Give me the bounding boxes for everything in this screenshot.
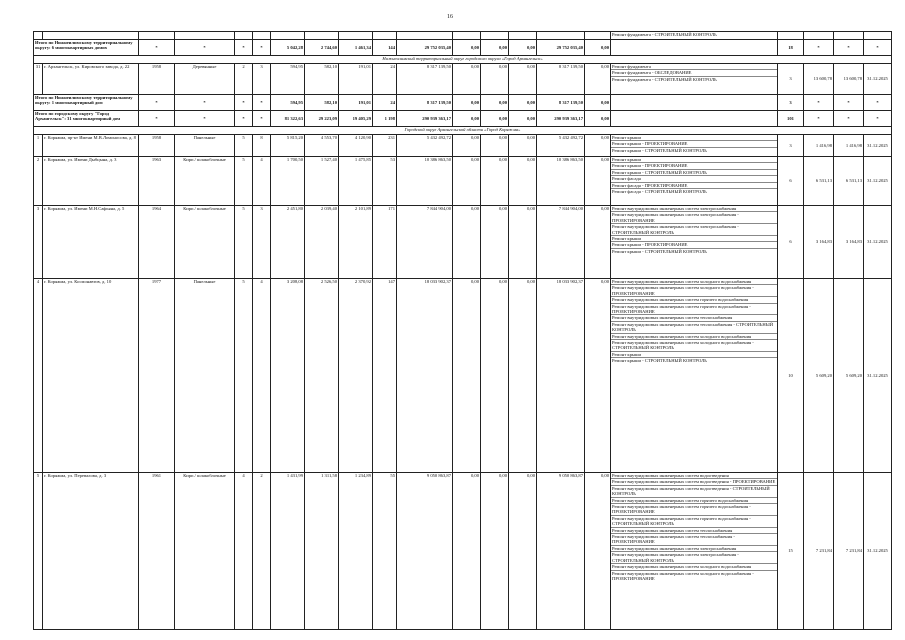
c3-cell: 0,00 — [509, 135, 537, 157]
area_other-cell: 4 120,90 — [339, 135, 373, 157]
work-item: Ремонт внутридомовых инженерных систем электроснабжения — [611, 206, 777, 212]
work-item: Ремонт внутридомовых инженерных систем горячего водоснабжения - ПРОЕКТИРОВАНИЕ — [611, 504, 777, 516]
area_total-cell: 2 451,80 — [271, 206, 305, 279]
work-item: Ремонт внутридомовых инженерных систем теплоснабжения — [611, 528, 777, 534]
work-item: Ремонт внутридомовых инженерных систем горячего водоснабжения — [611, 297, 777, 303]
total-c1: 0,00 — [453, 95, 481, 111]
total-c4: 0,00 — [585, 95, 611, 111]
row-number: 2 — [34, 157, 43, 206]
cost_total-cell: 7 844 904,00 — [397, 206, 453, 279]
star-cell: * — [864, 40, 892, 56]
works-list — [611, 206, 777, 254]
qty-cell: 6 — [778, 206, 804, 279]
unit-limit-cell: 1 416,98 — [834, 135, 864, 157]
area_living-cell: 1 527,40 — [305, 157, 339, 206]
c1-cell: 0,00 — [453, 279, 481, 473]
year-cell: 1963 — [139, 157, 175, 206]
material-cell: Панельные — [175, 279, 235, 473]
cost_owners-cell: 9 050 863,87 — [537, 473, 585, 630]
area_total-cell: 594,95 — [271, 64, 305, 95]
works-list — [611, 64, 777, 82]
year-cell: 1958 — [139, 135, 175, 157]
residents-cell: 171 — [373, 206, 397, 279]
deadline-cell: 31.12.2025 — [864, 157, 892, 206]
star-cell: * — [864, 111, 892, 127]
star-cell: * — [235, 95, 253, 111]
c2-cell: 0,00 — [481, 157, 509, 206]
work-item: Ремонт внутридомовых инженерных систем теплоснабжения - ПРОЕКТИРОВАНИЕ — [611, 534, 777, 546]
c1-cell: 0,00 — [453, 135, 481, 157]
table-cell — [305, 32, 339, 40]
total-c3: 0,00 — [509, 95, 537, 111]
work-item: Ремонт крыши — [611, 157, 777, 163]
table-cell — [453, 32, 481, 40]
qty-cell: 15 — [778, 473, 804, 630]
total-area_living: 2 744,60 — [305, 40, 339, 56]
qty-cell: 3 — [778, 135, 804, 157]
unit-cost-cell: 6 531,13 — [804, 157, 834, 206]
works-list — [611, 157, 777, 194]
total-residents: 24 — [373, 95, 397, 111]
material-cell: Кирп./ шлакоблочные — [175, 473, 235, 630]
table-row — [34, 473, 892, 630]
row-number: 3 — [34, 206, 43, 279]
entrances-cell: 4 — [253, 279, 271, 473]
work-item: Ремонт крыши — [611, 236, 777, 242]
table-cell — [834, 32, 864, 40]
deadline-cell: 31.12.2025 — [864, 64, 892, 95]
work-item: Ремонт фасада — [611, 176, 777, 182]
work-item: Ремонт фундамента - ОБСЛЕДОВАНИЕ — [611, 70, 777, 76]
table-cell — [864, 32, 892, 40]
works-list — [611, 473, 777, 581]
c2-cell: 0,00 — [481, 473, 509, 630]
material-cell: Кирп./ шлакоблочные — [175, 206, 235, 279]
table-row — [34, 157, 892, 206]
works-cell — [611, 473, 778, 630]
total-cost_total: 29 752 035,40 — [397, 40, 453, 56]
unit-limit-cell: 5 609,20 — [834, 279, 864, 473]
row-number: 5 — [34, 473, 43, 630]
total-c2: 0,00 — [481, 95, 509, 111]
total-residents: 1 198 — [373, 111, 397, 127]
area_living-cell: 582,10 — [305, 64, 339, 95]
work-item: Ремонт фундамента - СТРОИТЕЛЬНЫЙ КОНТРОЛЬ — [612, 76, 717, 82]
star-cell: * — [834, 40, 864, 56]
area_other-cell: 2 101,89 — [339, 206, 373, 279]
cost_total-cell: 18 033 902,37 — [397, 279, 453, 473]
total-cost_total: 290 939 363,17 — [397, 111, 453, 127]
c4-cell: 0,00 — [585, 64, 611, 95]
year-cell: 1977 — [139, 279, 175, 473]
table-cell — [481, 32, 509, 40]
cost_owners-cell: 7 844 904,00 — [537, 206, 585, 279]
cost_total-cell: 8 317 139,50 — [397, 64, 453, 95]
page-number: 16 — [447, 14, 453, 20]
table-cell — [611, 111, 778, 127]
unit-cost-cell: 5 609,20 — [804, 279, 834, 473]
table-cell — [397, 32, 453, 40]
work-item: Ремонт крыши - СТРОИТЕЛЬНЫЙ КОНТРОЛЬ — [611, 170, 777, 176]
star-cell: * — [139, 111, 175, 127]
star-cell: * — [834, 111, 864, 127]
total-cost_owners: 290 939 363,17 — [537, 111, 585, 127]
table-cell — [804, 32, 834, 40]
total-c3: 0,00 — [509, 111, 537, 127]
work-item: Ремонт крыши - ПРОЕКТИРОВАНИЕ — [611, 163, 777, 169]
area_living-cell: 1 311,58 — [305, 473, 339, 630]
cost_owners-cell: 18 033 902,37 — [537, 279, 585, 473]
total-c4: 0,00 — [585, 111, 611, 127]
star-cell: * — [834, 95, 864, 111]
c1-cell: 0,00 — [453, 473, 481, 630]
address-cell: г. Коряжма, ул. Имени Дыбцына, д. 3 — [43, 157, 139, 206]
works-cell — [611, 157, 778, 206]
cost_total-cell: 10 386 863,50 — [397, 157, 453, 206]
section-title: Нижнеилимский территориальный округ городского округа «Город Архангельск» — [34, 56, 892, 64]
entrances-cell: 3 — [253, 206, 271, 279]
table-cell — [253, 32, 271, 40]
c2-cell: 0,00 — [481, 279, 509, 473]
deadline-cell: 31.12.2025 — [864, 473, 892, 630]
material-cell: Деревянные — [175, 64, 235, 95]
floors-cell: 2 — [235, 64, 253, 95]
total-cost_owners: 29 752 035,40 — [537, 40, 585, 56]
material-cell: Панельные — [175, 135, 235, 157]
work-item: Ремонт внутридомовых инженерных систем горячего водоснабжения — [611, 498, 777, 504]
address-cell: г. Коряжма, ул. Космонавтов, д. 10 — [43, 279, 139, 473]
unit-cost-cell: 13 600,78 — [804, 64, 834, 95]
residents-cell: 231 — [373, 135, 397, 157]
area_living-cell: 2 039,40 — [305, 206, 339, 279]
table-cell — [43, 32, 139, 40]
star-cell: * — [235, 40, 253, 56]
c3-cell: 0,00 — [509, 206, 537, 279]
works-cell — [611, 206, 778, 279]
star-cell: * — [253, 40, 271, 56]
works-list — [611, 135, 777, 153]
section-header-row — [34, 56, 892, 64]
table-cell — [537, 32, 585, 40]
unit-limit-cell: 6 531,13 — [834, 157, 864, 206]
c1-cell: 0,00 — [453, 206, 481, 279]
works-list — [611, 279, 777, 364]
entrances-cell: 2 — [253, 473, 271, 630]
works-cell — [611, 279, 778, 473]
work-item: Ремонт внутридомовых инженерных систем электроснабжения - СТРОИТЕЛЬНЫЙ КОНТРОЛЬ — [611, 552, 777, 564]
work-item: Ремонт фундамента — [611, 64, 777, 70]
total-c1: 0,00 — [453, 40, 481, 56]
residents-cell: 24 — [373, 64, 397, 95]
row-number: 31 — [34, 64, 43, 95]
total-label: Итого по Нижнеилимскому территориальному округу: 1 многоквартирный дом — [34, 95, 139, 111]
row-number: 1 — [34, 135, 43, 157]
unit-limit-cell: 7 231,84 — [834, 473, 864, 630]
star-cell: * — [804, 40, 834, 56]
address-cell: г. Архангельск, ул. Кировского завода, д. 22 — [43, 64, 139, 95]
capital-repair-table — [33, 31, 892, 630]
c2-cell: 0,00 — [481, 135, 509, 157]
total-qty: 3 — [778, 95, 804, 111]
work-cell: Ремонт фундамента - СТРОИТЕЛЬНЫЙ КОНТРОЛЬ — [611, 32, 778, 40]
floors-cell: 5 — [235, 279, 253, 473]
residents-cell: 53 — [373, 157, 397, 206]
work-item: Ремонт внутридомовых инженерных систем теплоснабжения - СТРОИТЕЛЬНЫЙ КОНТРОЛЬ — [611, 322, 777, 334]
area_total-cell: 5 815,20 — [271, 135, 305, 157]
total-residents: 144 — [373, 40, 397, 56]
c4-cell: 0,00 — [585, 473, 611, 630]
total-qty: 101 — [778, 111, 804, 127]
area_living-cell: 2 526,50 — [305, 279, 339, 473]
cost_total-cell: 5 432 492,72 — [397, 135, 453, 157]
total-area_total: 81 322,63 — [271, 111, 305, 127]
total-area_other: 1 461,34 — [339, 40, 373, 56]
work-item: Ремонт внутридомовых инженерных систем водоотведения - СТРОИТЕЛЬНЫЙ КОНТРОЛЬ — [611, 486, 777, 498]
area_total-cell: 1 431,99 — [271, 473, 305, 630]
material-cell: Кирп./ шлакоблочные — [175, 157, 235, 206]
table-cell — [235, 32, 253, 40]
deadline-cell: 31.12.2025 — [864, 206, 892, 279]
total-row — [34, 111, 892, 127]
star-cell: * — [235, 111, 253, 127]
work-item: Ремонт крыши - СТРОИТЕЛЬНЫЙ КОНТРОЛЬ — [612, 147, 707, 153]
c2-cell: 0,00 — [481, 64, 509, 95]
area_other-cell: 191,01 — [339, 64, 373, 95]
area_other-cell: 1 475,85 — [339, 157, 373, 206]
qty-cell: 6 — [778, 157, 804, 206]
work-item: Ремонт крыши - ПРОЕКТИРОВАНИЕ — [611, 141, 777, 147]
unit-limit-cell: 13 600,78 — [834, 64, 864, 95]
total-row — [34, 95, 892, 111]
table-row — [34, 135, 892, 157]
table-cell — [778, 32, 804, 40]
area_living-cell: 4 553,70 — [305, 135, 339, 157]
work-item: Ремонт фасада - ПРОЕКТИРОВАНИЕ — [611, 183, 777, 189]
work-item: Ремонт внутридомовых инженерных систем электроснабжения - СТРОИТЕЛЬНЫЙ КОНТРОЛЬ — [611, 224, 777, 236]
total-cost_total: 8 317 139,50 — [397, 95, 453, 111]
total-area_other: 19 405,29 — [339, 111, 373, 127]
qty-cell: 3 — [778, 64, 804, 95]
table-cell — [585, 32, 611, 40]
work-item: Ремонт фасада - СТРОИТЕЛЬНЫЙ КОНТРОЛЬ — [612, 189, 707, 195]
work-item: Ремонт крыши - СТРОИТЕЛЬНЫЙ КОНТРОЛЬ — [612, 358, 707, 364]
unit-limit-cell: 3 164,83 — [834, 206, 864, 279]
work-item: Ремонт внутридомовых инженерных систем водоотведения - ПРОЕКТИРОВАНИЕ — [612, 479, 776, 485]
work-item: Ремонт крыши — [611, 352, 777, 358]
cost_owners-cell: 10 386 863,50 — [537, 157, 585, 206]
work-item: Ремонт крыши - ПРОЕКТИРОВАНИЕ — [611, 242, 777, 248]
total-row — [34, 40, 892, 56]
work-item: Ремонт внутридомовых инженерных систем холодного водоснабжения - ПРОЕКТИРОВАНИЕ — [612, 570, 754, 581]
total-area_living: 582,10 — [305, 95, 339, 111]
star-cell: * — [804, 95, 834, 111]
address-cell: г. Коряжма, ул. Имени М.Н.Сафьяна, д. 5 — [43, 206, 139, 279]
c3-cell: 0,00 — [509, 157, 537, 206]
total-c2: 0,00 — [481, 111, 509, 127]
table-cell — [271, 32, 305, 40]
star-cell: * — [804, 111, 834, 127]
residents-cell: 147 — [373, 279, 397, 473]
work-item: Ремонт внутридомовых инженерных систем электроснабжения - ПРОЕКТИРОВАНИЕ — [611, 212, 777, 224]
work-item: Ремонт внутридомовых инженерных систем холодного водоснабжения - ПРОЕКТИРОВАНИЕ — [611, 285, 777, 297]
star-cell: * — [175, 40, 235, 56]
table-cell — [611, 95, 778, 111]
floors-cell: 5 — [235, 206, 253, 279]
c4-cell: 0,00 — [585, 157, 611, 206]
star-cell: * — [175, 95, 235, 111]
total-area_living: 29 223,09 — [305, 111, 339, 127]
total-c1: 0,00 — [453, 111, 481, 127]
work-item: Ремонт внутридомовых инженерных систем горячего водоснабжения - ПРОЕКТИРОВАНИЕ — [611, 304, 777, 316]
area_total-cell: 1 700,50 — [271, 157, 305, 206]
works-cell — [611, 135, 778, 157]
entrances-cell: 4 — [253, 157, 271, 206]
c3-cell: 0,00 — [509, 473, 537, 630]
cost_owners-cell: 8 317 139,50 — [537, 64, 585, 95]
table-row — [34, 206, 892, 279]
work-item: Ремонт внутридомовых инженерных систем теплоснабжения — [611, 315, 777, 321]
year-cell: 1958 — [139, 64, 175, 95]
total-c2: 0,00 — [481, 40, 509, 56]
table-row — [34, 279, 892, 473]
table-cell — [175, 32, 235, 40]
star-cell: * — [139, 95, 175, 111]
table-cell — [339, 32, 373, 40]
total-cost_owners: 8 317 139,50 — [537, 95, 585, 111]
c4-cell: 0,00 — [585, 206, 611, 279]
cost_owners-cell: 5 432 492,72 — [537, 135, 585, 157]
work-item: Ремонт внутридомовых инженерных систем горячего водоснабжения - СТРОИТЕЛЬНЫЙ КОНТРОЛЬ — [611, 516, 777, 528]
area_other-cell: 1 234,89 — [339, 473, 373, 630]
c3-cell: 0,00 — [509, 279, 537, 473]
unit-cost-cell: 3 164,83 — [804, 206, 834, 279]
total-label: Итого по городскому округу "Город Архангельск": 31 многоквартирный дом — [34, 111, 139, 127]
total-area_total: 594,95 — [271, 95, 305, 111]
table-cell — [373, 32, 397, 40]
total-area_other: 191,01 — [339, 95, 373, 111]
table-row — [34, 64, 892, 95]
floors-cell: 5 — [235, 157, 253, 206]
cost_total-cell: 9 050 863,87 — [397, 473, 453, 630]
work-item: Ремонт крыши - СТРОИТЕЛЬНЫЙ КОНТРОЛЬ — [612, 248, 707, 254]
c4-cell: 0,00 — [585, 135, 611, 157]
year-cell: 1964 — [139, 206, 175, 279]
address-cell: г. Коряжма, ул. Перевалова, д. 3 — [43, 473, 139, 630]
area_other-cell: 2 370,92 — [339, 279, 373, 473]
area_total-cell: 3 208,08 — [271, 279, 305, 473]
c4-cell: 0,00 — [585, 279, 611, 473]
floors-cell: 4 — [235, 473, 253, 630]
c3-cell: 0,00 — [509, 64, 537, 95]
work-item: Ремонт внутридомовых инженерных систем электроснабжения — [611, 546, 777, 552]
star-cell: * — [175, 111, 235, 127]
total-label: Итого по Нижнеилимскому территориальному округу: 6 многоквартирных домов — [34, 40, 139, 56]
section-header-row — [34, 127, 892, 135]
total-c3: 0,00 — [509, 40, 537, 56]
table-cell — [139, 32, 175, 40]
work-item: Ремонт крыши — [611, 135, 777, 141]
total-area_total: 5 042,28 — [271, 40, 305, 56]
c1-cell: 0,00 — [453, 64, 481, 95]
works-cell — [611, 64, 778, 95]
star-cell: * — [864, 95, 892, 111]
table-cell — [611, 40, 778, 56]
work-item: Ремонт внутридомовых инженерных систем холодного водоснабжения — [611, 279, 777, 285]
entrances-cell: 8 — [253, 135, 271, 157]
row-number: 4 — [34, 279, 43, 473]
deadline-cell: 31.12.2025 — [864, 279, 892, 473]
residents-cell: 55 — [373, 473, 397, 630]
year-cell: 1961 — [139, 473, 175, 630]
total-qty: 18 — [778, 40, 804, 56]
qty-cell: 10 — [778, 279, 804, 473]
address-cell: г. Коряжма, пр-кт Имени М.В.Ломоносова, д. 8 — [43, 135, 139, 157]
section-title: Городской округ Архангельской области «Город Коряжма» — [34, 127, 892, 135]
unit-cost-cell: 1 416,98 — [804, 135, 834, 157]
table-cell — [509, 32, 537, 40]
star-cell: * — [253, 95, 271, 111]
star-cell: * — [139, 40, 175, 56]
c2-cell: 0,00 — [481, 206, 509, 279]
table-cell — [34, 32, 43, 40]
work-item: Ремонт внутридомовых инженерных систем холодного водоснабжения — [611, 334, 777, 340]
c1-cell: 0,00 — [453, 157, 481, 206]
unit-cost-cell: 7 231,84 — [804, 473, 834, 630]
deadline-cell: 31.12.2025 — [864, 135, 892, 157]
work-item: Ремонт внутридомовых инженерных систем холодного водоснабжения - СТРОИТЕЛЬНЫЙ КОНТРОЛЬ — [611, 340, 777, 352]
work-item: Ремонт внутридомовых инженерных систем холодного водоснабжения — [611, 564, 777, 570]
floors-cell: 5 — [235, 135, 253, 157]
work-item: Ремонт внутридомовых инженерных систем водоотведения — [611, 473, 777, 479]
table-row — [34, 32, 892, 40]
total-c4: 0,00 — [585, 40, 611, 56]
star-cell: * — [253, 111, 271, 127]
entrances-cell: 3 — [253, 64, 271, 95]
